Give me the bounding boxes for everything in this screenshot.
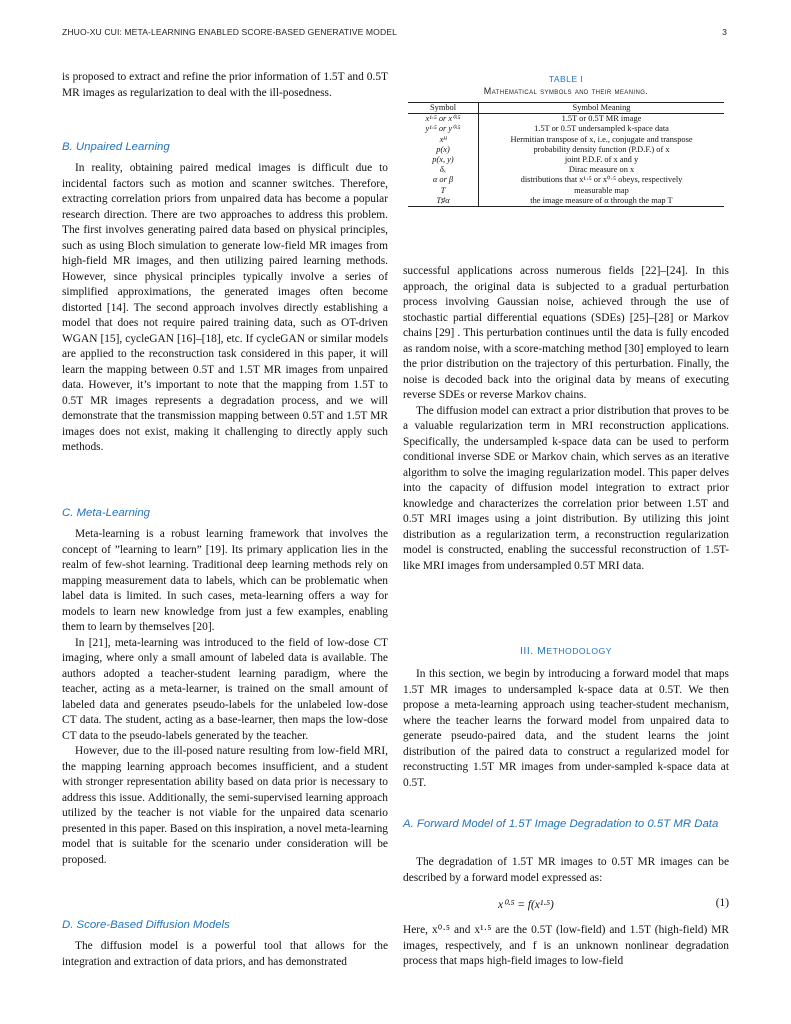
meaning-cell: Hermitian transpose of x, i.e., conjugate and transpose [510, 134, 693, 144]
symbol-cell: p(x, y) [408, 155, 479, 165]
section-3-title-initial: M [537, 645, 547, 657]
page-number: 3 [722, 27, 727, 37]
header-symbol: Symbol [408, 103, 479, 114]
symbols-table [408, 102, 724, 207]
running-title: ZHUO-XU CUI: META-LEARNING ENABLED SCORE-BASED GENERATIVE MODEL [62, 27, 397, 37]
diffusion-prior-paragraph: The diffusion model can extract a prior distribution that proves to be a valuable regularization term in MRI reconstruction applications. Specifically, the undersampled k-space data can be used to perform conditional inverse SDE or Markov chain, which serves as an iterative algorithm to solve the imaging regularization model. This paper delves into the capacity of diffusion model integration to extract prior knowledge and characterizes the correlation prior between 1.5T and 0.5T MRI images using a joint distribution. By utilizing this joint distribution as a regularization term, a reconstruction regularization model is constructed, enabling the successful reconstruction of 1.5T-like MRI images from undersampled 0.5T MRI data. [403, 404, 729, 572]
meaning-cell: Dirac measure on x [568, 165, 635, 175]
meaning-cell: probability density function (P.D.F.) of x [533, 144, 670, 154]
table-row [408, 145, 724, 155]
intro-paragraph: is proposed to extract and refine the prior information of 1.5T and 0.5T MR images as regularization to deal with the ill-posedness. [62, 71, 388, 99]
methodology-paragraph: In this section, we begin by introducing a forward model that maps 1.5T MR images to undersampled k-space data at 0.5T. We then propose a meta-learning approach using teacher-student mechanism, where the teacher learns the forward model from unpaired data to generate pseudo-paired data, and the student learns the joint distribution of the paired data to construct a regularized model for reconstructing 1.5T MR images from under-sampled k-space data at 0.5T. [403, 668, 729, 789]
table-row [408, 135, 724, 145]
table-block [403, 74, 729, 207]
table-header-row [408, 103, 724, 114]
table-caption-text: Mathematical symbols and their meaning. [483, 86, 649, 96]
header-meaning: Symbol Meaning [479, 103, 725, 114]
meaning-cell: distributions that x¹·⁵ or x⁰·⁵ obeys, respectively [520, 175, 683, 185]
table-caption [403, 86, 729, 96]
symbol-cell: δₓ [408, 165, 479, 175]
diffusion-continuation-paragraph: successful applications across numerous fields [22]–[24]. In this approach, the original data is subjected to a gradual perturbation process involving Gaussian noise, achieved through the use of stochastic partial differential equations (SDEs) [25]–[28] or Markov chains [29] . This perturbation continues until the data is fully encoded as random noise, with a score-matching method [30] employed to learn the prior distribution on the trajectory of this perturbation. Finally, the noise is decoded back into the original data by means of executing reverse SDEs or reverse Markov chains. [403, 265, 729, 401]
equation-1 [403, 894, 729, 916]
section-b-heading: B. Unpaired Learning [62, 141, 170, 153]
equation-body: x⁰·⁵ = f(x¹·⁵) [498, 899, 554, 911]
section-b-paragraph: In reality, obtaining paired medical images is difficult due to incidental factors such as motion and scanner switches. Therefore, extracting correlation priors from unpaired data has become a popular research direction. There are two approaches to address this problem. The first involves generating paired data based on physical principles, such as using Bloch simulation to generate low-field MR images from high-field MR images, and then utilizing paired learning methods. However, since physical principles typically involve a series of simplified approximations, the generated images often become distorted [14]. The second approach involves directly establishing a model that does not require paired training data, such as OT-driven WGAN [15], cycleGAN [16]–[18], etc. If cycleGAN or similar models are applied to the reconstruction task considered in this paper, it will learn the mapping between 0.5T and 1.5T MR images from unpaired data. However, it’s important to note that the mapping from 1.5T to 0.5T MR images represents a degradation process, and we will demonstrate that the transmission mapping between 0.5T and 1.5T MR images does not exist, making it challenging to directly apply such methods. [62, 162, 388, 453]
symbol-cell: xᴴ [408, 135, 479, 145]
symbol-cell: y¹·⁵ or y⁰·⁵ [408, 124, 479, 134]
section-c-heading: C. Meta-Learning [62, 507, 151, 519]
table-row [408, 124, 724, 134]
section-d-paragraph: The diffusion model is a powerful tool that allows for the integration and extraction of data priors, and has demonstrated [62, 940, 388, 968]
symbol-cell: x¹·⁵ or x⁰·⁵ [408, 114, 479, 125]
meaning-cell: the image measure of α through the map T [530, 195, 673, 205]
section-a-heading: A. Forward Model of 1.5T Image Degradation to 0.5T MR Data [403, 818, 719, 830]
section-c-paragraph-2: In [21], meta-learning was introduced to the field of low-dose CT imaging, where only a small amount of labeled data is available. The authors adopted a teacher-student learning paradigm, where the teacher, acting as a meta-learner, is trained on the small amount of labeled data and generates pseudo-labels for the unlabeled low-dose CT data. The student, acting as a base-learner, then maps the low-dose CT data to the pseudo-labels generated by the teacher. [62, 636, 388, 742]
table-row [408, 175, 724, 185]
table-row [408, 196, 724, 207]
table-label: TABLE I [548, 74, 584, 84]
running-header [62, 27, 727, 39]
table-row [408, 114, 724, 125]
after-equation-paragraph: Here, x⁰·⁵ and x¹·⁵ are the 0.5T (low-field) and 1.5T (high-field) MR images, respectively, and f is an unknown nonlinear degradation process that maps high-field images to low-field [403, 924, 729, 967]
table-row [408, 165, 724, 175]
section-c-paragraph-1: Meta-learning is a robust learning framework that involves the concept of ”learning to learn” [19]. Its primary application lies in the realm of few-shot learning. Traditional deep learning methods rely on mapping measurement data to labels, which can be problematic when label data is limited. In such cases, meta-learning offers a way for models to learn new knowledge from just a few examples, enabling them to learn by themselves [20]. [62, 528, 388, 633]
symbol-cell: α or β [408, 175, 479, 185]
section-a-paragraph: The degradation of 1.5T MR images to 0.5T MR images can be described by a forward model expressed as: [403, 856, 729, 884]
symbol-cell: T [408, 186, 479, 196]
meaning-cell: joint P.D.F. of x and y [564, 155, 639, 165]
section-c-paragraph-3: However, due to the ill-posed nature resulting from low-field MRI, the mapping learning approach becomes insufficient, and a student with stronger representation ability based on data prior is necessary to address this issue. Additionally, the semi-supervised learning approach utilized by the teacher is not viable for the unpaired data scenario presented in this paper. Based on this inspiration, a novel meta-learning model that is suitable for the scenario under consideration will be proposed. [62, 745, 388, 866]
meaning-cell: 1.5T or 0.5T MR image [561, 114, 642, 124]
section-3-number: III. [520, 645, 534, 657]
table-row [408, 186, 724, 196]
table-row [408, 155, 724, 165]
symbol-cell: T♯α [408, 196, 479, 207]
meaning-cell: 1.5T or 0.5T undersampled k-space data [534, 124, 669, 134]
equation-number: (1) [715, 897, 729, 909]
section-3-heading [403, 644, 729, 658]
section-d-heading: D. Score-Based Diffusion Models [62, 919, 230, 931]
meaning-cell: measurable map [574, 185, 629, 195]
symbol-cell: p(x) [408, 145, 479, 155]
section-3-title-rest: ETHODOLOGY [546, 646, 612, 656]
